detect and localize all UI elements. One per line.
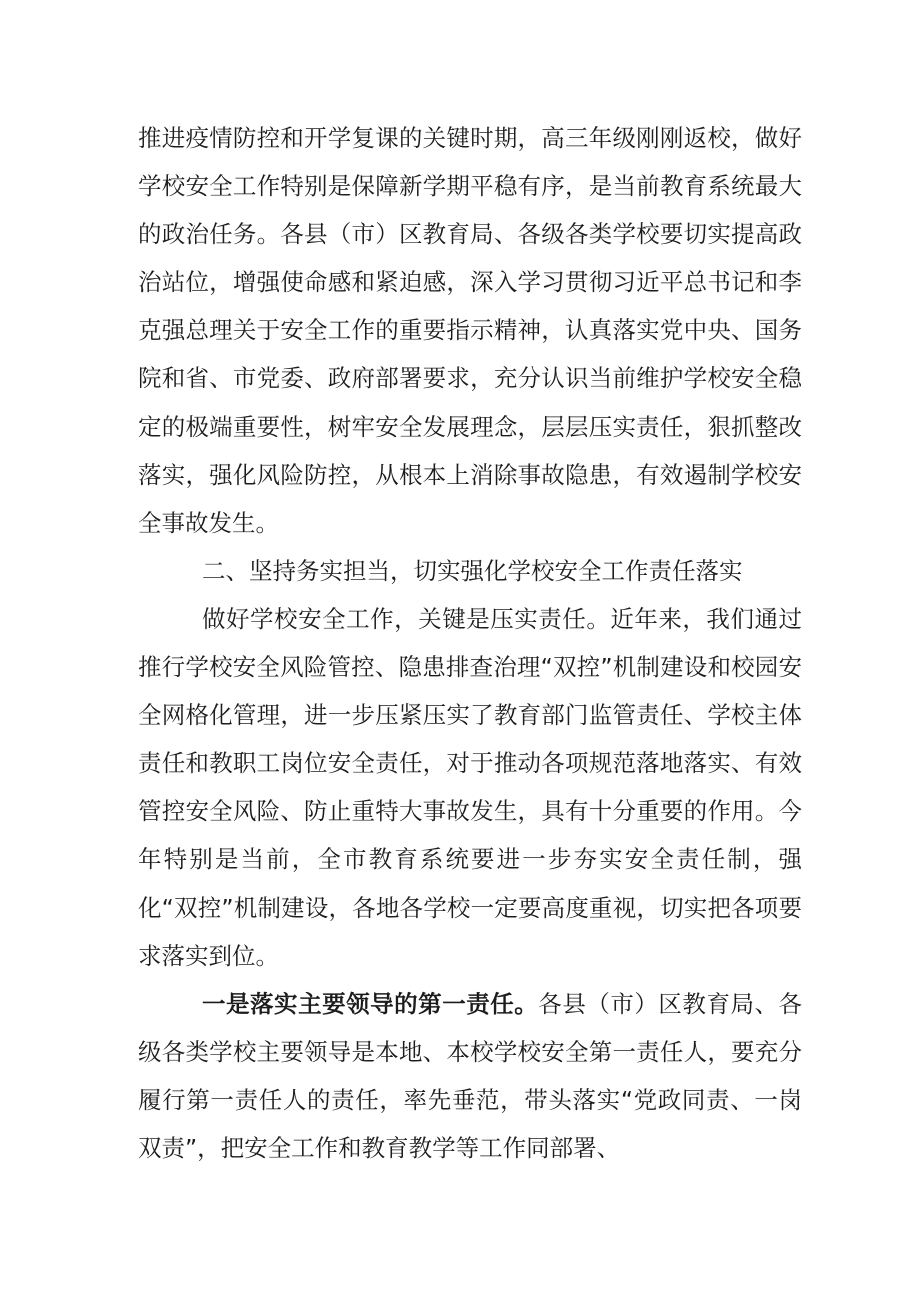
- section-heading: 二、坚持务实担当，切实强化学校安全工作责任落实: [202, 556, 743, 585]
- paragraph-responsibility: 做好学校安全工作，关键是压实责任。近年来，我们通过推行学校安全风险管控、隐患排查治理“双控”机制建设和校园安全网格化管理，进一步压紧压实了教育部门监管责任、学校主体责任和教职工岗位安全责任，对于推动各项规范落地落实、有效管控安全风险、防止重特大事故发生，具有十分重要的作用。今年特别是当前，全市教育系统要进一步夯实安全责任制，强化“双控”机制建设，各地各学校一定要高度重视，切实把各项要求落实到位。: [138, 604, 802, 970]
- paragraph-lead-bold: 一是落实主要领导的第一责任。: [202, 989, 539, 1018]
- paragraph-body: 各县（市）区教育局、各级各类学校主要领导是本地、本校学校安全第一责任人，要充分履行第一责任人的责任，率先垂范，带头落实“党政同责、一岗双责”，把安全工作和教育教学等工作同部署、: [138, 989, 803, 1162]
- paragraph-continuation: 推进疫情防控和开学复课的关键时期，高三年级刚刚返校，做好学校安全工作特别是保障新学期平稳有序，是当前教育系统最大的政治任务。各县（市）区教育局、各级各类学校要切实提高政治站位，增强使命感和紧迫感，深入学习贯彻习近平总书记和李克强总理关于安全工作的重要指示精神，认真落实党中央、国务院和省、市党委、政府部署要求，充分认识当前维护学校安全稳定的极端重要性，树牢安全发展理念，层层压实责任，狠抓整改落实，强化风险防控，从根本上消除事故隐患，有效遏制学校安全事故发生。: [138, 124, 802, 537]
- paragraph-first-responsibility: [138, 980, 802, 1172]
- document-page: [138, 114, 802, 1172]
